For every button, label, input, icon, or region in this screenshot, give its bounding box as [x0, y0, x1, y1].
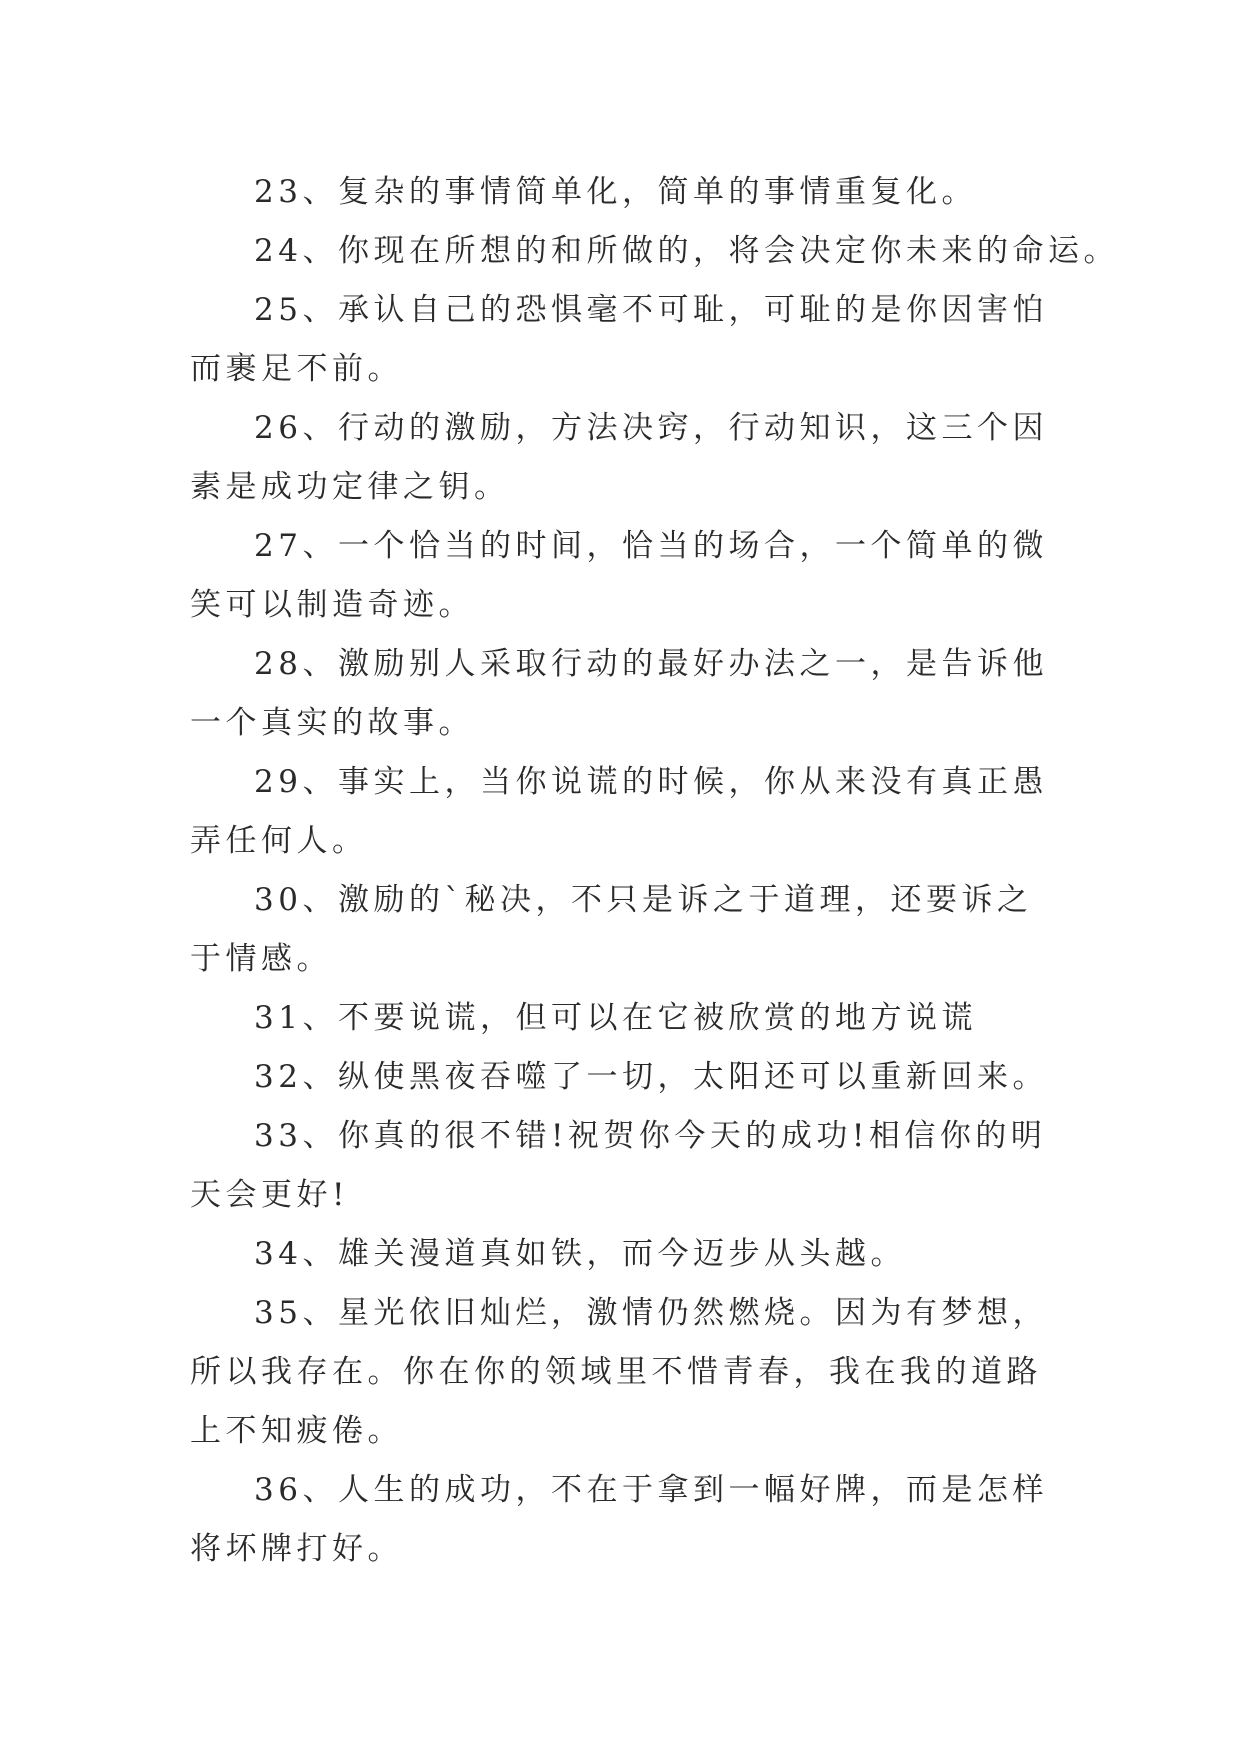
paragraph-36: 36、人生的成功，不在于拿到一幅好牌，而是怎样将坏牌打好。	[190, 1472, 1048, 1567]
paragraph-32: 32、纵使黑夜吞噬了一切，太阳还可以重新回来。	[254, 1059, 1048, 1095]
document-body	[190, 163, 1119, 1579]
paragraph-33: 33、你真的很不错!祝贺你今天的成功!相信你的明天会更好!	[190, 1118, 1047, 1213]
paragraph-34: 34、雄关漫道真如铁，而今迈步从头越。	[254, 1236, 906, 1272]
paragraph-26: 26、行动的激励，方法决窍，行动知识，这三个因素是成功定律之钥。	[190, 410, 1048, 505]
paragraph-30: 30、激励的`秘决，不只是诉之于道理，还要诉之于情感。	[190, 882, 1033, 977]
paragraph-28: 28、激励别人采取行动的最好办法之一，是告诉他一个真实的故事。	[190, 646, 1048, 741]
paragraph-29: 29、事实上，当你说谎的时候，你从来没有真正愚弄任何人。	[190, 764, 1048, 859]
paragraph-23: 23、复杂的事情简单化，简单的事情重复化。	[254, 174, 977, 210]
paragraph-25: 25、承认自己的恐惧毫不可耻，可耻的是你因害怕而裹足不前。	[190, 292, 1048, 387]
paragraph-27: 27、一个恰当的时间，恰当的场合，一个简单的微笑可以制造奇迹。	[190, 528, 1048, 623]
paragraph-24: 24、你现在所想的和所做的，将会决定你未来的命运。	[254, 233, 1119, 269]
paragraph-35: 35、星光依旧灿烂，激情仍然燃烧。因为有梦想，所以我存在。你在你的领域里不惜青春，我在我的道路上不知疲倦。	[190, 1295, 1048, 1449]
paragraph-31: 31、不要说谎，但可以在它被欣赏的地方说谎	[254, 1000, 977, 1036]
